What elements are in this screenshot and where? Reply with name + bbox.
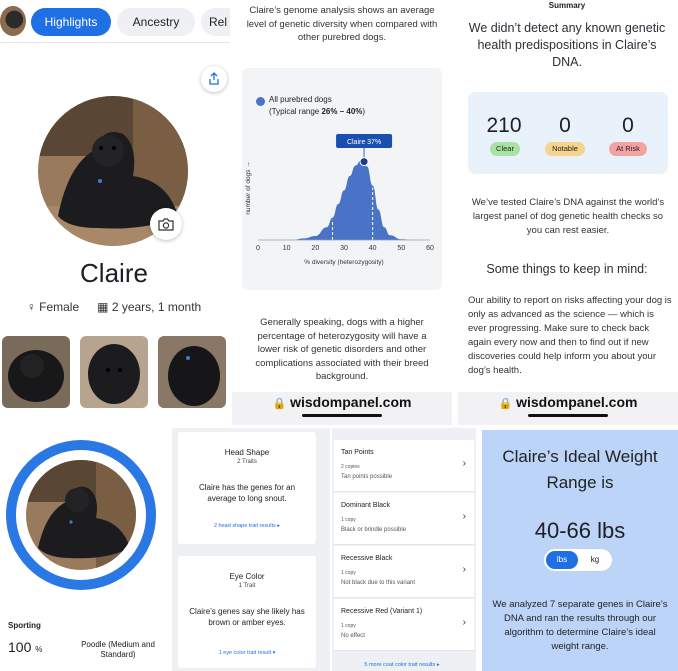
photo-thumbnail[interactable] bbox=[2, 336, 70, 408]
diversity-intro: Claire’s genome analysis shows an average level of genetic diversity when compared with other purebred dogs. bbox=[246, 5, 438, 43]
coat-row-title: Recessive Black bbox=[341, 555, 393, 562]
legend-range bbox=[269, 107, 365, 116]
trait-results-link[interactable]: 2 head shape trait results ▸ bbox=[213, 523, 281, 529]
chevron-right-icon: › bbox=[462, 458, 466, 469]
legend-range-suffix: ) bbox=[362, 107, 366, 116]
share-icon[interactable] bbox=[201, 66, 227, 92]
coat-row-desc: No effect bbox=[341, 633, 365, 639]
trait-count: 2 Traits bbox=[237, 459, 257, 465]
x-tick-label: 10 bbox=[282, 245, 291, 252]
keep-in-mind-heading: Some things to keep in mind: bbox=[486, 262, 648, 276]
sex-info bbox=[27, 300, 79, 314]
x-tick-label: 40 bbox=[368, 245, 377, 252]
highlight-dot bbox=[360, 158, 368, 166]
trait-title: Eye Color bbox=[229, 572, 265, 581]
count-notable: 0 bbox=[559, 114, 571, 137]
coat-row[interactable] bbox=[334, 493, 474, 545]
coat-row-copies: 1 copy bbox=[341, 517, 356, 523]
coat-row[interactable] bbox=[334, 546, 474, 598]
coat-row[interactable] bbox=[334, 599, 474, 651]
sex-label: Female bbox=[39, 300, 80, 314]
diversity-body: Generally speaking, dogs with a higher percentage of heterozygosity will have a lower risk of genetic disorders and other complications associated with their breed background. bbox=[255, 317, 429, 382]
summary-tested: We’ve tested Claire’s DNA against the world’s largest panel of dog genetic health checks so you can rest easier. bbox=[471, 197, 665, 236]
more-coat-results-link[interactable]: 5 more coat color trait results ▸ bbox=[364, 662, 440, 668]
weight-title: Claire’s Ideal Weight Range is bbox=[502, 447, 658, 492]
coat-row-desc: Black or brindle possible bbox=[341, 527, 407, 533]
lock-icon: 🔒 bbox=[272, 398, 287, 410]
url-label: wisdompanel.com bbox=[516, 394, 638, 410]
chevron-right-icon: › bbox=[462, 511, 466, 522]
tab-relatives[interactable]: Rel bbox=[201, 8, 230, 36]
home-indicator[interactable] bbox=[302, 414, 382, 417]
tab-ancestry[interactable]: Ancestry bbox=[117, 8, 195, 36]
home-indicator[interactable] bbox=[528, 414, 608, 417]
trait-card-head-shape bbox=[178, 432, 316, 544]
browser-url-bar[interactable] bbox=[458, 392, 678, 425]
tab-highlights[interactable]: Highlights bbox=[31, 8, 111, 36]
profile-panel bbox=[0, 0, 230, 425]
summary-title: Summary bbox=[548, 1, 586, 10]
coat-color-panel bbox=[332, 428, 476, 671]
coat-row-copies: 1 copy bbox=[341, 623, 356, 629]
coat-row-desc: Not black due to this variant bbox=[341, 580, 416, 586]
x-tick-label: 20 bbox=[311, 245, 320, 252]
summary-body: Our ability to report on risks affecting your dog is only as advanced as the science — which is ever progressing. Make sure to check back again every now and then to find out if new discoveries could help inform you about your dog’s health. bbox=[468, 295, 672, 376]
coat-row-title: Dominant Black bbox=[341, 502, 391, 509]
badge-notable[interactable]: Notable bbox=[545, 142, 585, 156]
breed-group: Sporting bbox=[8, 621, 41, 630]
count-clear: 210 bbox=[486, 114, 522, 137]
unit-kg-option[interactable]: kg bbox=[590, 555, 600, 564]
distribution-area bbox=[292, 160, 412, 240]
trait-text: Claire’s genes say she likely has brown or amber eyes. bbox=[189, 607, 305, 627]
coat-row-title: Tan Points bbox=[341, 449, 374, 456]
legend-label: All purebred dogs bbox=[269, 95, 332, 104]
chevron-right-icon: › bbox=[462, 617, 466, 628]
breed-photo bbox=[26, 460, 136, 570]
breed-percent-unit: % bbox=[35, 645, 43, 654]
summary-headline: We didn’t detect any known genetic health predispositions in Claire’s DNA. bbox=[468, 21, 666, 69]
legend-range-value: 26% – 40% bbox=[321, 107, 363, 116]
coat-row[interactable] bbox=[334, 440, 474, 492]
x-tick-label: 60 bbox=[426, 245, 434, 252]
x-tick-label: 30 bbox=[340, 245, 348, 252]
badge-clear[interactable]: Clear bbox=[490, 142, 520, 156]
age-info bbox=[97, 300, 201, 314]
badge-at-risk[interactable]: At Risk bbox=[609, 142, 647, 156]
tab-divider bbox=[0, 42, 230, 43]
trait-text: Claire has the genes for an average to long snout. bbox=[198, 483, 296, 503]
highlight-label: Claire 37% bbox=[346, 139, 382, 146]
coat-row-desc: Tan points possible bbox=[341, 474, 393, 480]
photo-thumbnail[interactable] bbox=[158, 336, 226, 408]
coat-row-title: Recessive Red (Variant 1) bbox=[341, 608, 423, 615]
coat-row-copies: 1 copy bbox=[341, 570, 356, 576]
summary-panel bbox=[458, 0, 678, 425]
x-tick-label: 50 bbox=[397, 245, 406, 252]
profile-meta bbox=[0, 300, 228, 314]
y-axis-label: number of dogs → bbox=[245, 161, 252, 215]
weight-body: We analyzed 7 separate genes in Claire’s DNA and ran the results through our algorithm to determine Claire’s ideal weight range. bbox=[492, 599, 668, 652]
diversity-panel bbox=[232, 0, 452, 425]
female-icon: ♀ bbox=[26, 300, 36, 314]
account-avatar[interactable] bbox=[0, 6, 26, 36]
camera-icon[interactable] bbox=[150, 208, 182, 240]
age-label: 2 years, 1 month bbox=[111, 300, 202, 314]
url-display[interactable] bbox=[458, 394, 678, 410]
url-display[interactable] bbox=[232, 394, 452, 410]
trait-title: Head Shape bbox=[224, 448, 270, 457]
legend-range-prefix: (Typical range bbox=[269, 107, 322, 116]
unit-toggle[interactable] bbox=[544, 549, 612, 571]
weight-range: 40-66 lbs bbox=[534, 518, 626, 543]
browser-url-bar[interactable] bbox=[232, 392, 452, 425]
calendar-icon: ▦ bbox=[97, 300, 109, 314]
count-at-risk: 0 bbox=[622, 114, 634, 137]
weight-panel bbox=[482, 430, 678, 671]
unit-lbs-option[interactable]: lbs bbox=[546, 551, 578, 569]
breed-percent-value: 100 bbox=[8, 639, 32, 655]
lock-icon: 🔒 bbox=[498, 398, 513, 410]
trait-count: 1 Trait bbox=[238, 583, 256, 589]
dog-name: Claire bbox=[80, 258, 148, 288]
url-label: wisdompanel.com bbox=[290, 394, 412, 410]
coat-row-copies: 2 copies bbox=[341, 464, 360, 470]
photo-thumbnail[interactable] bbox=[80, 336, 148, 408]
x-axis-label: % diversity (heterozygosity) bbox=[304, 259, 384, 266]
trait-card-eye-color bbox=[178, 556, 316, 668]
breed-percent bbox=[8, 639, 42, 655]
breed-name[interactable]: Poodle (Medium and Standard) bbox=[81, 640, 155, 659]
legend-swatch bbox=[256, 97, 265, 106]
chevron-right-icon: › bbox=[462, 564, 466, 575]
trait-results-link[interactable]: 1 eye color trait result ▾ bbox=[218, 650, 276, 656]
x-tick-label: 0 bbox=[256, 245, 260, 252]
traits-panel bbox=[172, 428, 330, 671]
breed-panel bbox=[0, 428, 170, 671]
